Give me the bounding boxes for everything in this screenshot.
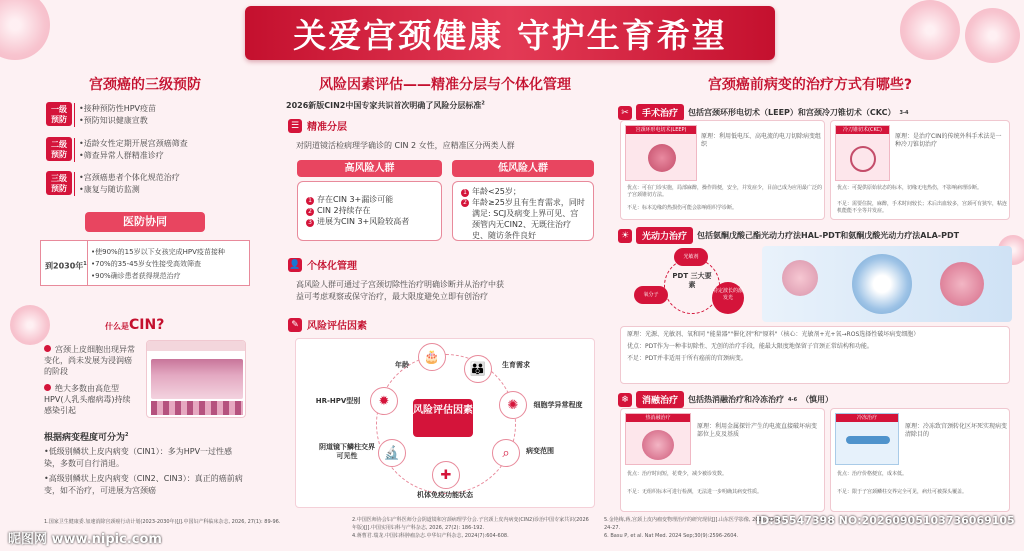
cin-title-prefix: 什么是	[105, 322, 129, 331]
factors-diagram	[295, 338, 595, 508]
cake-icon: 🎂	[418, 343, 446, 371]
cin-bullet-2	[44, 383, 136, 416]
microscope-icon: 🔬	[378, 439, 406, 467]
cooperation-items	[91, 246, 225, 282]
cooperation-item: •90%确诊患者获得规范治疗	[91, 272, 181, 280]
cin-bullet-1	[44, 344, 136, 377]
thermal-cons: 不足：无组织标本可进行检测，无法进一步明确其病变性质。	[627, 489, 763, 495]
high-risk-item-text: 进展为CIN 3+风险较高者	[317, 217, 410, 226]
flower-decoration	[0, 0, 50, 60]
thermal-image	[625, 413, 691, 465]
surgery-desc: 包括宫颈环形电切术（LEEP）和宫颈冷刀锥切术（CKC）	[688, 108, 896, 117]
cryo-principle: 原理：冷冻致宫颈转化区坏死实现病变清除目的	[905, 423, 1008, 438]
cooperation-year-label: 到2030年	[45, 261, 84, 271]
cin-grade-2: •高级别鳞状上皮内病变（CIN2、CIN3）：真正的癌前病变，如不治疗，可进展为宫颈癌	[44, 474, 243, 495]
factor-hpv-type: HR-HPV型别	[315, 397, 361, 405]
low-risk-item-text: 年龄<25岁；	[472, 187, 521, 196]
low-risk-box	[452, 181, 594, 241]
ablation-desc: 包括热消融治疗和冷冻治疗	[688, 395, 785, 404]
flower-decoration	[10, 305, 50, 345]
factors-center: 风险评估因素	[413, 399, 473, 437]
low-risk-title: 低风险人群	[452, 160, 594, 177]
surgery-sup: 3-4	[899, 109, 909, 116]
number-2-icon: 2	[461, 199, 469, 207]
scalpel-icon: ✂	[618, 106, 632, 120]
number-1-icon: 1	[306, 197, 314, 205]
leep-card	[620, 120, 825, 220]
individual-section-header	[288, 257, 357, 272]
pdt-tag: 光动力治疗	[636, 227, 693, 244]
light-icon: ☀	[618, 229, 632, 243]
high-risk-item	[306, 205, 433, 216]
cin-title	[105, 314, 164, 333]
factors-section-label: 风险评估因素	[307, 321, 367, 332]
bullet-dot-icon	[44, 384, 51, 391]
ablation-header	[618, 391, 833, 408]
cooperation-box	[40, 240, 250, 286]
surgery-header	[618, 104, 909, 121]
low-risk-item-text: 年龄≥25岁且有生育需求，同时满足: SCJ及病变上界可见、宫颈管内无CIN2、无既往治疗史、随访条件良好	[472, 198, 585, 240]
cin-grade-title	[44, 430, 129, 443]
thermal-image-label: 热消融治疗	[626, 414, 690, 422]
level-2-item: •适龄女性定期开展宫颈癌筛查	[79, 139, 188, 148]
cin-bullet-text: 宫颈上皮细胞出现异常变化，尚未发展为浸润癌的阶段	[44, 345, 135, 376]
ckc-card	[830, 120, 1010, 220]
layers-icon: ☰	[288, 119, 302, 133]
factors-section-header	[288, 317, 367, 332]
factor-immunity: 机体免疫功能状态	[417, 491, 473, 499]
level-3-tag: 三级预防	[46, 171, 72, 195]
left-column-title: 宫颈癌的三级预防	[89, 77, 201, 93]
cooperation-item: •使90%的15岁以下女孩完成HPV疫苗接种	[91, 248, 225, 256]
level-2-box	[74, 138, 250, 162]
high-risk-box	[297, 181, 442, 241]
level-3-item: •宫颈癌患者个体化规范治疗	[79, 173, 180, 182]
cryo-cons: 不足：限于子宫颈鳞柱交界完全可见，病灶可被探头覆盖。	[837, 489, 968, 495]
factor-cytology: 细胞学异常程度	[533, 401, 583, 409]
leep-image-label: 宫颈环形电切术(LEEP)	[626, 126, 696, 134]
surgery-tag: 手术治疗	[636, 104, 684, 121]
level-1-item: •接种预防性HPV疫苗	[79, 104, 157, 113]
cin-grade-1: •低级别鳞状上皮内病变（CIN1）：多为HPV一过性感染，多数可自行消退。	[44, 447, 233, 468]
high-risk-item-text: CIN 2持续存在	[317, 206, 371, 215]
individual-desc: 高风险人群可通过子宫颈切除性治疗明确诊断并从治疗中获益可考虑观察或保守治疗，最大限度避免立即有创治疗	[296, 280, 504, 301]
leep-image	[625, 125, 697, 181]
cryo-pros: 优点：治疗价格便宜，成本低。	[837, 471, 908, 477]
factor-colposcopy: 阴道镜下鳞柱交界可见性	[319, 443, 375, 460]
watermark-left: 昵图网 www.nipic.com	[8, 532, 162, 547]
level-1-item: •预防知识健康宣教	[79, 116, 148, 125]
thermal-card	[620, 408, 825, 512]
pdt-element-light: 特定波长的激发光	[712, 282, 744, 314]
cin-title-main: CIN?	[129, 317, 165, 333]
number-1-icon: 1	[461, 189, 469, 197]
leep-pros: 优点：可在门诊实施，局部麻醉，操作简便，安全，并发症少，目前已成为应用最广泛的子宫颈锥切方法。	[627, 185, 823, 198]
pdt-desc: 包括氨酮戊酸己酯光动力疗法HAL-PDT和氨酮戊酸光动力疗法ALA-PDT	[697, 231, 960, 240]
pdt-pros: 优点：PDT作为一种非切除性、无创的治疗手段，能最大限度地保留子宫颈正常结构和功能。	[627, 343, 873, 350]
cin-bullet-text: 绝大多数由高危型HPV(人乳头瘤病毒)持续感染引起	[44, 384, 131, 415]
cell-icon: ✺	[499, 391, 527, 419]
number-3-icon: 3	[306, 219, 314, 227]
factor-age: 年龄	[395, 361, 409, 369]
virus-icon: ✹	[370, 387, 398, 415]
low-risk-item	[461, 186, 585, 197]
pdt-center: PDT 三大要素	[672, 272, 712, 289]
middle-subtitle	[286, 100, 485, 111]
cooperation-year-sup: 1	[83, 261, 87, 267]
ablation-desc-suffix: （慎用）	[801, 395, 834, 404]
level-2-item: •筛查异常人群精准诊疗	[79, 151, 164, 160]
flower-decoration	[965, 8, 1020, 63]
bullet-dot-icon	[44, 345, 51, 352]
level-2-tag: 二级预防	[46, 137, 72, 161]
low-risk-item	[461, 197, 585, 241]
banner-title: 关爱宫颈健康 守护生育希望	[245, 6, 775, 60]
watermark-right: ID:35547398 NO:20260905103736069105	[756, 514, 1015, 527]
thermal-principle: 原理：利用金属探针产生的电流直接破坏病变部位上皮及基质	[697, 423, 818, 438]
factor-lesion-range: 病变范围	[526, 447, 554, 455]
ckc-pros: 优点：可提供原始状态的标本，切缘无电热伤，不影响病理诊断。	[837, 185, 983, 191]
family-icon: 👪	[464, 355, 492, 383]
ckc-image-label: 冷刀锥切术(CKC)	[836, 126, 889, 134]
pdt-element-oxygen: 氧分子	[634, 286, 668, 304]
cin-grade-title-text: 根据病变程度可分为	[44, 433, 126, 443]
pdt-text-card	[620, 326, 1010, 384]
middle-subtitle-sup: 2	[481, 100, 485, 107]
high-risk-item-text: 存在CIN 3+漏诊可能	[317, 195, 394, 204]
cooperation-title: 医防协同	[85, 212, 205, 232]
cryo-card	[830, 408, 1010, 512]
cin-histology-image	[146, 340, 246, 418]
leep-cons: 不足：标本边缘的热损伤可能会影响组织学诊断。	[627, 205, 738, 211]
cryo-image	[835, 413, 899, 465]
pdt-header	[618, 227, 959, 244]
precise-section-header	[288, 118, 347, 133]
cryo-image-label: 冷冻治疗	[836, 414, 898, 422]
cooperation-year	[45, 258, 87, 273]
ckc-image	[835, 125, 890, 181]
cooperation-item: •70%的35-45岁女性接受高效筛查	[91, 260, 202, 268]
pdt-elements-diagram	[634, 248, 746, 328]
pdt-cell-image	[762, 246, 1012, 322]
level-1-tag: 一级预防	[46, 102, 72, 126]
pdt-principle: 原理：光源、光敏剂、氧和同 "能量器""催化剂"和"原料"（核心：光敏剂+光+氧→ROS选择性破坏病变细胞）	[627, 331, 920, 338]
high-risk-item	[306, 216, 433, 227]
high-risk-item	[306, 194, 433, 205]
magnifier-icon: ⌕	[492, 439, 520, 467]
person-icon: 👤	[289, 259, 301, 270]
ablation-sup: 4-6	[788, 396, 798, 403]
ckc-cons: 不足：需要住院，麻醉，手术时间较长；术后出血较多，宫颈可有狭窄，粘连机能能不全等并发症。	[837, 201, 1008, 214]
flower-decoration	[900, 0, 960, 60]
leep-principle: 原理：利用低电压、高电流的电刀切除病变组织	[701, 133, 822, 148]
thermal-pros: 优点：治疗时间短，花费少，减少被诊发数。	[627, 471, 728, 477]
right-column-title: 宫颈癌前病变的治疗方式有哪些?	[707, 77, 913, 93]
level-1-box	[74, 103, 250, 127]
middle-subtitle-text: 2026新版CIN2中国专家共识首次明确了风险分层标准	[286, 101, 482, 110]
cin-grade-sup: 2	[125, 432, 129, 438]
factor-fertility: 生育需求	[502, 361, 530, 369]
middle-column-title: 风险因素评估——精准分层与个体化管理	[319, 77, 571, 93]
precise-section-label: 精准分层	[307, 122, 347, 133]
level-3-item: •康复与随访监测	[79, 185, 140, 194]
pdt-cons: 不足：PDT并非适用于所有癌前的宫颈病变。	[627, 355, 747, 362]
level-3-box	[74, 172, 250, 196]
right-footnote: 5.金艳梅,蒋,宫颈上皮内瘤变物理治疗的研究现状[J].山东医学影像, 2025, 25(3): 24-27. 6. Basu P, et al. Nat Med. 2024 Sep;30(9):2596-2604.	[604, 517, 784, 539]
middle-footnote: 2.中国医师协会妇产科医师分会阴道镜和宫颈病理学分会.子宫颈上皮内病变(CIN2)诊治中国专家共识(2026年版)[J].中国实用妇科与产科杂志, 2026, 27(2): 186-192. 4.蒋曹君.瑞龙.中国妇科肿瘤杂志.中华妇产科杂志, 2024(7):604-608.	[352, 517, 589, 539]
ablation-icon: ❄	[618, 393, 632, 407]
precise-desc: 对阴道镜活检病理学确诊的 CIN 2 女性，应精准区分两类人群	[296, 141, 515, 150]
immune-icon: ✚	[432, 461, 460, 489]
left-footnote: 1.国家卫生健康委.加速消除宫颈癌行动计划(2023-2030年)[J].中国妇产科临床杂志, 2026, 27(1): 89-96.	[44, 519, 281, 525]
number-2-icon: 2	[306, 208, 314, 216]
ckc-principle: 原理：是治疗CIN的传统外科手术法是一种冷刀锥切治疗	[895, 133, 1002, 148]
pdt-element-photosensitizer: 光敏剂	[674, 248, 708, 266]
ablation-tag: 消融治疗	[636, 391, 684, 408]
clipboard-icon: ✎	[288, 318, 302, 332]
individual-section-label: 个体化管理	[307, 261, 357, 272]
high-risk-title: 高风险人群	[297, 160, 442, 177]
